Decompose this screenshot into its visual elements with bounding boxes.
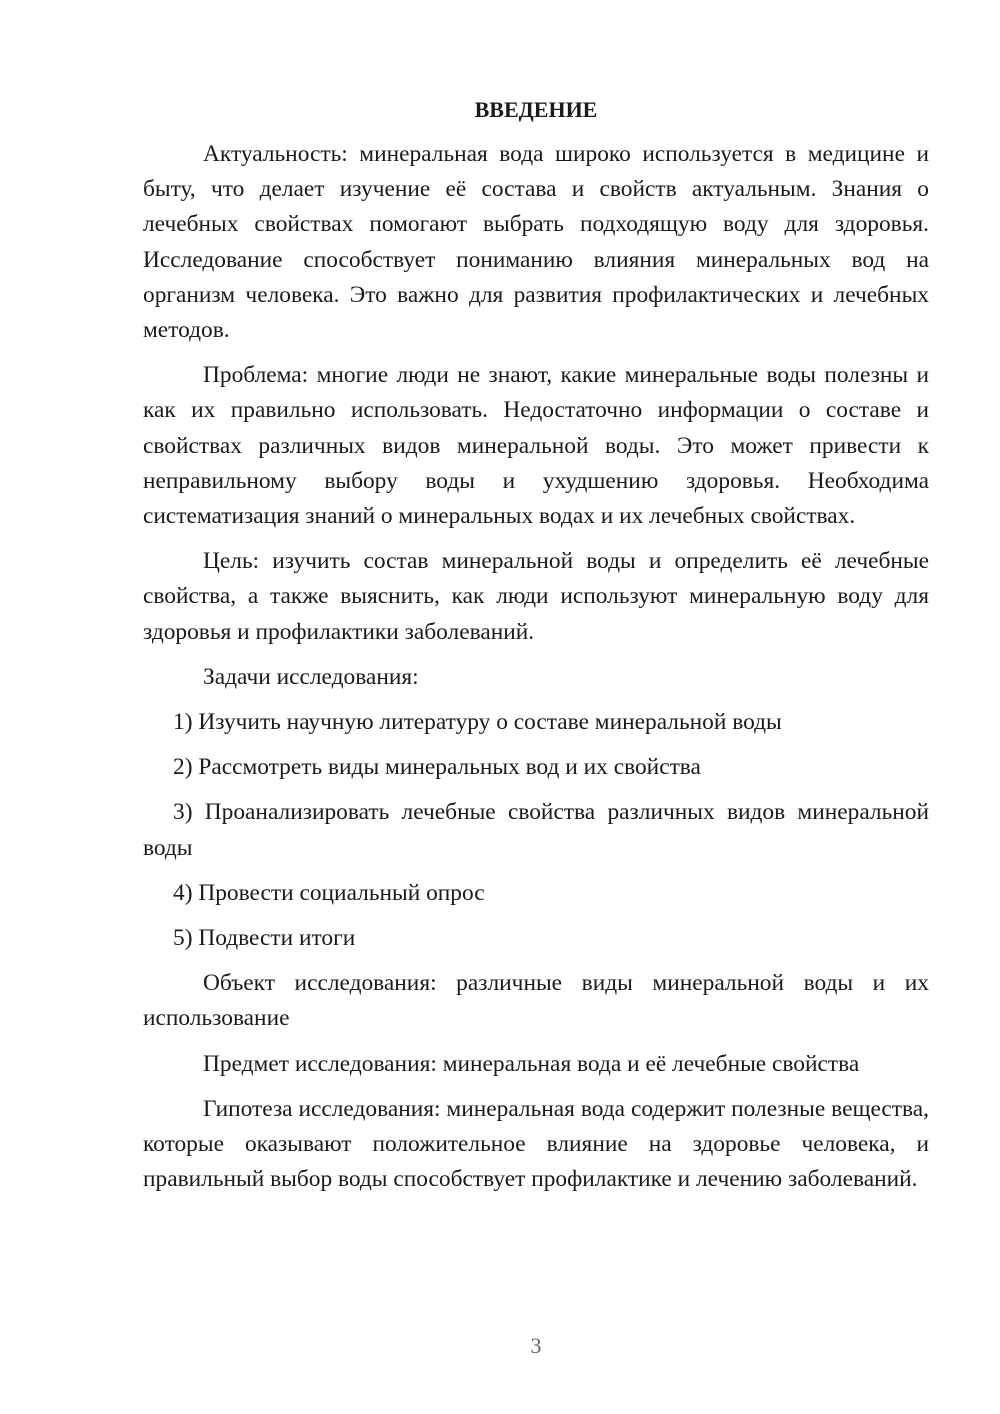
task-item: 5) Подвести итоги	[173, 925, 356, 952]
task-item: 3) Проанализировать лечебные свойства различных видов минеральной воды	[143, 799, 929, 861]
hypothesis-paragraph: Гипотеза исследования: минеральная вода содержит полезные вещества, которые оказывают положительное влияние на здоровье человека, и правильный выбор воды способствует профилактике и лечению заболеваний.	[143, 1095, 929, 1193]
page-number: 3	[530, 1333, 542, 1358]
problem-paragraph: Проблема: многие люди не знают, какие минеральные воды полезны и как их правильно использовать. Недостаточно информации о составе и свойствах различных видов минеральной воды. Это может привести к неправильному выбору воды и ухудшению здоровья. Необходима систематизация знаний о минеральных водах и их лечебных свойствах.	[143, 362, 929, 530]
task-item: 4) Провести социальный опрос	[173, 879, 485, 906]
subject-paragraph: Предмет исследования: минеральная вода и её лечебные свойства	[203, 1050, 860, 1077]
relevance-paragraph: Актуальность: минеральная вода широко используется в медицине и быту, что делает изучение её состава и свойств актуальным. Знания о лечебных свойствах помогают выбрать подходящую воду для здоровья. Исследование способствует пониманию влияния минеральных вод на организм человека. Это важно для развития профилактических и лечебных методов.	[143, 141, 929, 344]
page-content	[143, 92, 929, 1197]
object-paragraph: Объект исследования: различные виды минеральной воды и их использование	[143, 970, 929, 1032]
task-item: 2) Рассмотреть виды минеральных вод и их свойства	[173, 754, 701, 781]
section-heading: ВВЕДЕНИЕ	[474, 97, 598, 122]
task-item: 1) Изучить научную литературу о составе минеральной воды	[173, 709, 782, 736]
goal-paragraph: Цель: изучить состав минеральной воды и определить её лечебные свойства, а также выяснить, как люди используют минеральную воду для здоровья и профилактики заболеваний.	[143, 548, 929, 645]
tasks-title: Задачи исследования:	[203, 663, 419, 690]
